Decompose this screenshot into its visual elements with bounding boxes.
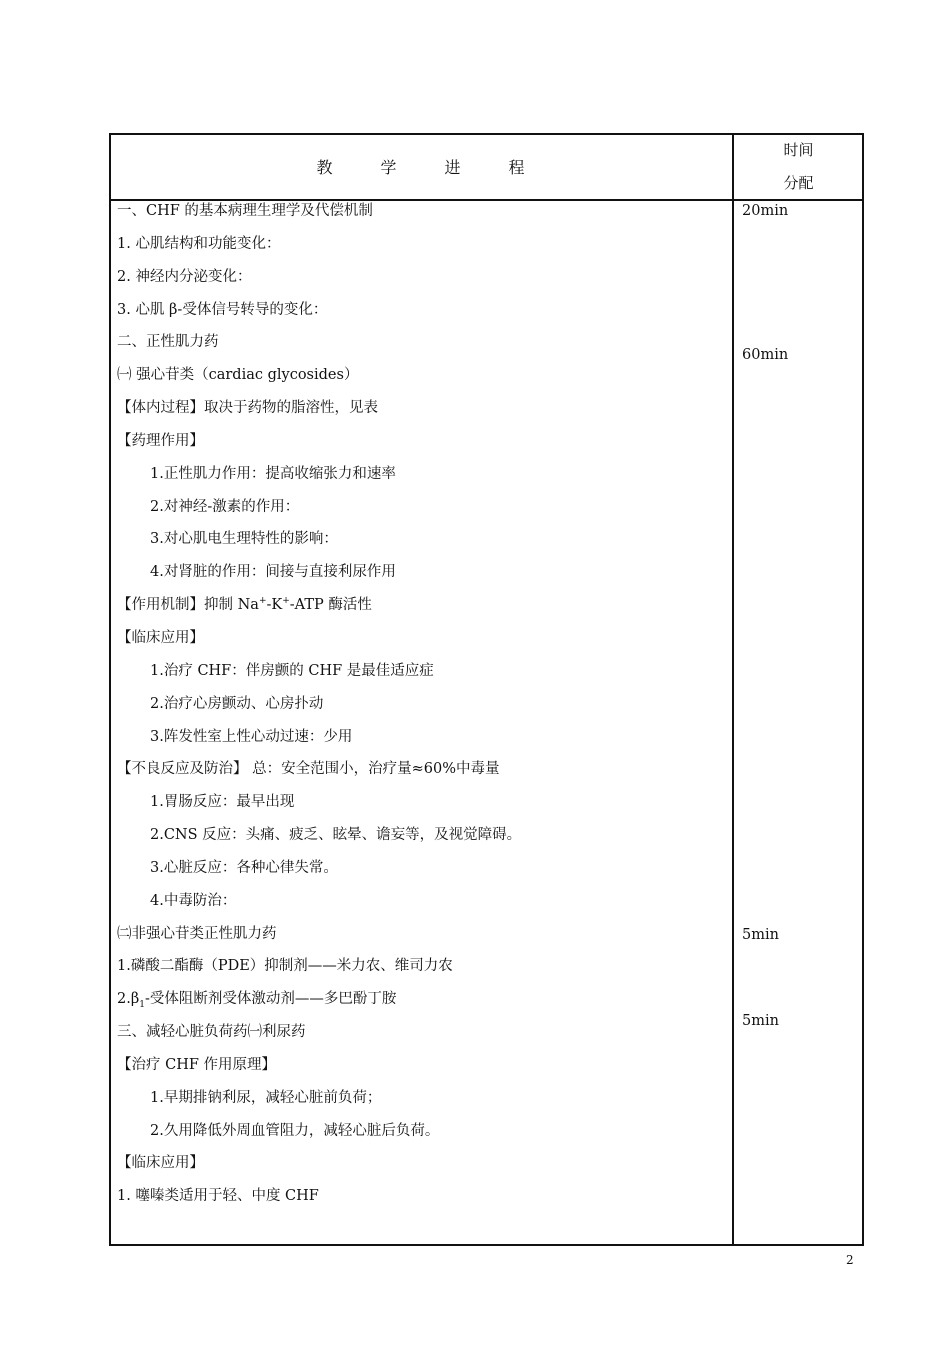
column-header-process (109, 133, 732, 199)
list-item: 4.对肾脏的作用：间接与直接利尿作用 (150, 564, 396, 581)
list-item: 1.正性肌力作用：提高收缩张力和速率 (150, 465, 396, 482)
list-item: 1.早期排钠利尿，减轻心脏前负荷； (150, 1089, 382, 1106)
list-item: 【体内过程】取决于药物的脂溶性，见表 (117, 400, 378, 417)
bracket-heading: 【药理作用】 (117, 432, 204, 449)
beta-line (117, 988, 727, 1021)
subsection-heading: ㈡非强心苷类正性肌力药 (117, 925, 277, 942)
list-item: 3.对心肌电生理特性的影响： (150, 531, 338, 548)
list-item: 3.心脏反应：各种心律失常。 (150, 859, 338, 876)
list-item: 1. 噻嗪类适用于轻、中度 CHF (117, 1188, 319, 1205)
mechanism-line (117, 594, 727, 627)
list-item: 3.阵发性室上性心动过速：少用 (150, 728, 353, 745)
list-item: 3. 心肌 β-受体信号转导的变化： (117, 301, 328, 318)
list-item: 2.对神经-激素的作用： (150, 498, 300, 515)
time-header-line2: 分配 (783, 174, 814, 192)
list-item: 2.久用降低外周血管阻力，减轻心脏后负荷。 (150, 1122, 440, 1139)
column-header-time (733, 133, 864, 199)
bracket-heading: 【治疗 CHF 作用原理】 (117, 1056, 277, 1073)
time-allocation: 5min (742, 1013, 779, 1029)
beta-text: 2.β (117, 991, 140, 1008)
bracket-heading: 【临床应用】 (117, 629, 204, 646)
time-header-line1: 时间 (783, 141, 814, 159)
mechanism-text: -K (266, 597, 283, 614)
superscript: + (258, 596, 267, 607)
list-item: 2. 神经内分泌变化： (117, 268, 252, 285)
time-allocation: 60min (742, 347, 789, 363)
header-char: 学 (380, 157, 397, 177)
content-lines (117, 200, 727, 1218)
list-item: 2.CNS 反应：头痛、疲乏、眩晕、谵妄等，及视觉障碍。 (150, 827, 522, 844)
section-heading-3: 三、减轻心脏负荷药㈠利尿药 (117, 1024, 306, 1041)
list-item: 2.治疗心房颤动、心房扑动 (150, 695, 324, 712)
section-heading-2: 二、正性肌力药 (117, 334, 219, 351)
header-char: 教 (316, 157, 333, 177)
page-number: 2 (846, 1253, 854, 1267)
list-item: 1. 心肌结构和功能变化： (117, 235, 281, 252)
column-divider (732, 133, 734, 1246)
mechanism-text: 【作用机制】抑制 Na (117, 597, 259, 614)
superscript: + (282, 596, 290, 607)
beta-text: -受体阻断剂受体激动剂——多巴酚丁胺 (144, 991, 397, 1008)
list-item: 4.中毒防治： (150, 892, 237, 909)
time-allocation: 20min (742, 203, 789, 219)
subsection-heading: ㈠ 强心苷类（cardiac glycosides） (117, 367, 359, 384)
subscript: 1 (139, 1000, 145, 1011)
header-char: 程 (508, 157, 525, 177)
time-allocation: 5min (742, 927, 779, 943)
list-item: 1.治疗 CHF：伴房颤的 CHF 是最佳适应症 (150, 662, 434, 679)
list-item: 1.胃肠反应：最早出现 (150, 794, 295, 811)
header-char: 进 (444, 157, 461, 177)
bracket-heading: 【临床应用】 (117, 1155, 204, 1172)
bracket-heading: 【不良反应及防治】 总：安全范围小，治疗量≈60%中毒量 (117, 761, 500, 778)
section-heading-1: 一、CHF 的基本病理生理学及代偿机制 (117, 203, 373, 219)
list-item: 1.磷酸二酯酶（PDE）抑制剂——米力农、维司力农 (117, 958, 453, 975)
mechanism-text: -ATP 酶活性 (289, 597, 372, 614)
